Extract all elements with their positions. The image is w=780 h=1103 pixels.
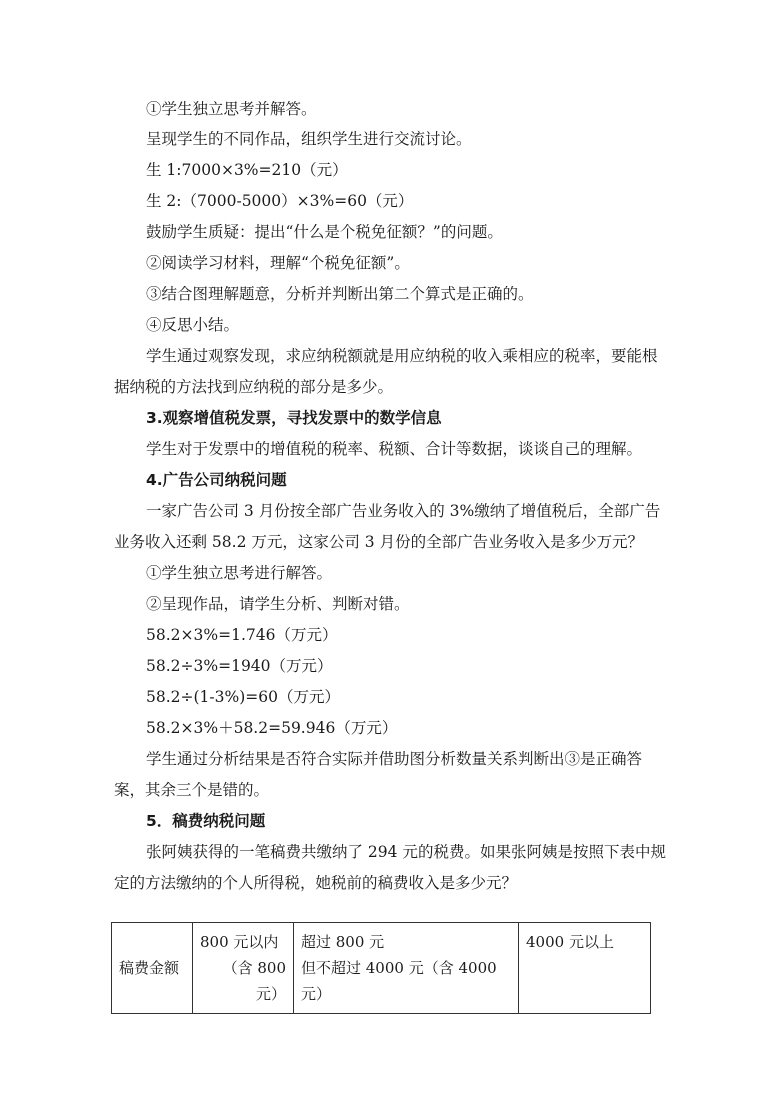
step-independent-solve: ①学生独立思考并解答。 bbox=[146, 100, 317, 118]
section-4-heading: 4.广告公司纳税问题 bbox=[146, 471, 287, 489]
present-works-text: 呈现学生的不同作品，组织学生进行交流讨论。 bbox=[146, 130, 472, 148]
table-header-label: 稿费金额 bbox=[119, 959, 180, 977]
step-present-judge: ②呈现作品，请学生分析、判断对错。 bbox=[146, 595, 410, 613]
step-think-solve: ①学生独立思考进行解答。 bbox=[146, 564, 333, 582]
analysis-text-line2: 案，其余三个是错的。 bbox=[114, 781, 270, 799]
ad-problem-line2: 业务收入还剩 58.2 万元，这家公司 3 月份的全部广告业务收入是多少万元？ bbox=[114, 533, 644, 551]
formula-2: 58.2÷3%=1940（万元） bbox=[146, 657, 333, 675]
section-3-heading: 3.观察增值税发票，寻找发票中的数学信息 bbox=[146, 409, 442, 427]
section-5-heading: 5．稿费纳税问题 bbox=[146, 812, 266, 830]
ad-problem-line1: 一家广告公司 3 月份按全部广告业务收入的 3%缴纳了增值税后，全部广告 bbox=[146, 502, 661, 520]
table-cell-800-4000 bbox=[294, 923, 519, 1014]
observation-text-line1: 学生通过观察发现，求应纳税额就是用应纳税的收入乘相应的税率，要能根 bbox=[146, 347, 658, 365]
table-cell-text: 4000 元以上 bbox=[526, 933, 614, 951]
table-cell-text: 800 元以内 bbox=[200, 933, 279, 951]
observation-text-line2: 据纳税的方法找到应纳税的部分是多少。 bbox=[114, 378, 394, 396]
step-combine-figure: ③结合图理解题意，分析并判断出第二个算式是正确的。 bbox=[146, 285, 534, 303]
table-cell-text: 超过 800 元 bbox=[301, 933, 385, 951]
royalty-tax-table bbox=[111, 922, 651, 1014]
step-read-material: ②阅读学习材料，理解“个税免征额”。 bbox=[146, 254, 410, 272]
royalty-problem-line1: 张阿姨获得的一笔稿费共缴纳了 294 元的税费。如果张阿姨是按照下表中规 bbox=[146, 843, 666, 861]
student1-formula: 生 1:7000×3%=210（元） bbox=[146, 161, 348, 179]
step-reflect: ④反思小结。 bbox=[146, 316, 240, 334]
invoice-text: 学生对于发票中的增值税的税率、税额、合计等数据，谈谈自己的理解。 bbox=[146, 440, 643, 458]
encourage-question-text: 鼓励学生质疑：提出“什么是个税免征额？”的问题。 bbox=[146, 223, 503, 241]
royalty-problem-line2: 定的方法缴纳的个人所得税，她税前的稿费收入是多少元？ bbox=[114, 874, 518, 892]
table-cell-800-below bbox=[193, 923, 294, 1014]
table-cell-text: （含 800 元） bbox=[222, 959, 286, 1003]
table-row bbox=[112, 923, 651, 1014]
table-cell-4000-above bbox=[519, 923, 651, 1014]
formula-3: 58.2÷(1-3%)=60（万元） bbox=[146, 688, 340, 706]
student2-formula: 生 2:（7000-5000）×3%=60（元） bbox=[146, 192, 414, 210]
formula-4: 58.2×3%＋58.2=59.946（万元） bbox=[146, 719, 398, 737]
table-header-cell bbox=[112, 923, 193, 1014]
table-cell-text: 但不超过 4000 元（含 4000 元） bbox=[301, 959, 497, 1003]
formula-1: 58.2×3%=1.746（万元） bbox=[146, 626, 338, 644]
analysis-text-line1: 学生通过分析结果是否符合实际并借助图分析数量关系判断出③是正确答 bbox=[146, 750, 643, 768]
